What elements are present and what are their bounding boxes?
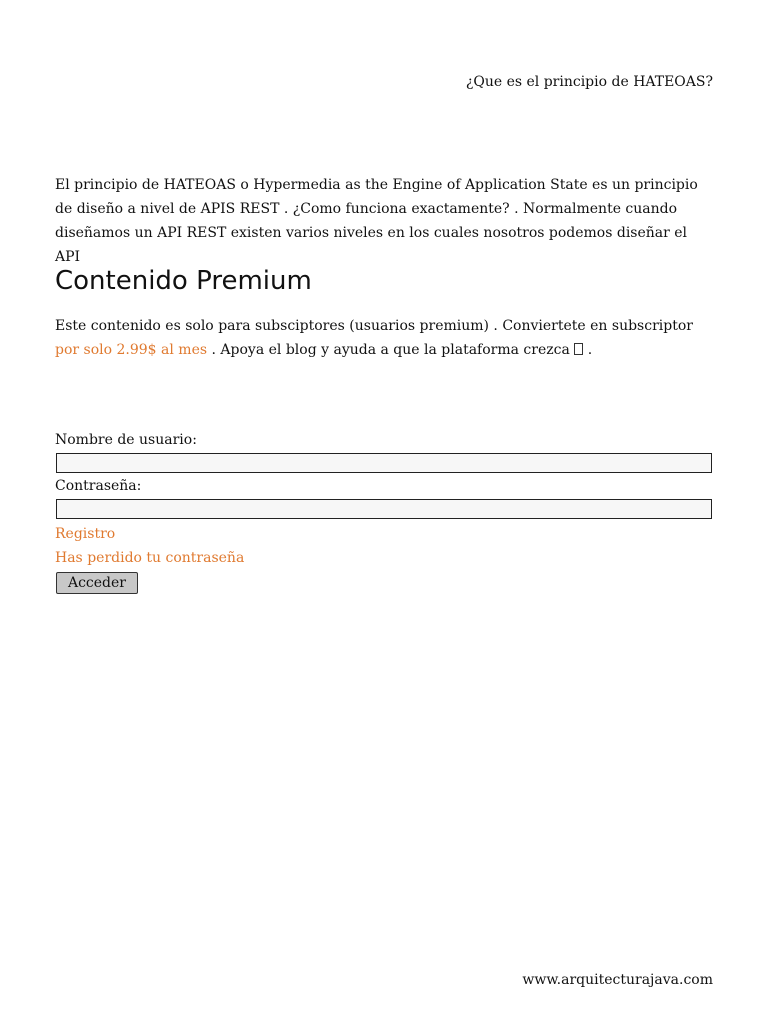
password-label: Contraseña:: [55, 478, 142, 494]
premium-text-before: Este contenido es solo para subsciptores (usuarios premium) . Conviertete en subscriptor: [55, 318, 693, 334]
premium-text-after: . Apoya el blog y ayuda a que la plataforma crezca: [207, 342, 575, 358]
footer-url: www.arquitecturajava.com: [522, 972, 713, 988]
password-input[interactable]: [56, 499, 712, 519]
premium-heading: Contenido Premium: [55, 266, 312, 296]
document-page: [55, 0, 713, 1024]
register-link[interactable]: Registro: [55, 526, 116, 542]
intro-paragraph: El principio de HATEOAS o Hypermedia as the Engine of Application State es un principio de diseño a nivel de APIS REST . ¿Como funciona exactamente? . Normalmente cuando diseñamos un API REST existen varios niveles en los cuales nosotros podemos diseñar el API: [55, 177, 698, 265]
login-button[interactable]: Acceder: [56, 572, 138, 594]
login-form: [55, 430, 713, 594]
username-input[interactable]: [56, 453, 712, 473]
missing-glyph-icon: [574, 343, 583, 355]
lost-password-link[interactable]: Has perdido tu contraseña: [55, 550, 245, 566]
premium-text-end: .: [583, 342, 593, 358]
username-label: Nombre de usuario:: [55, 432, 197, 448]
premium-price-link[interactable]: por solo 2.99$ al mes: [55, 342, 208, 358]
premium-paragraph: [55, 314, 713, 362]
page-title: ¿Que es el principio de HATEOAS?: [465, 74, 713, 90]
